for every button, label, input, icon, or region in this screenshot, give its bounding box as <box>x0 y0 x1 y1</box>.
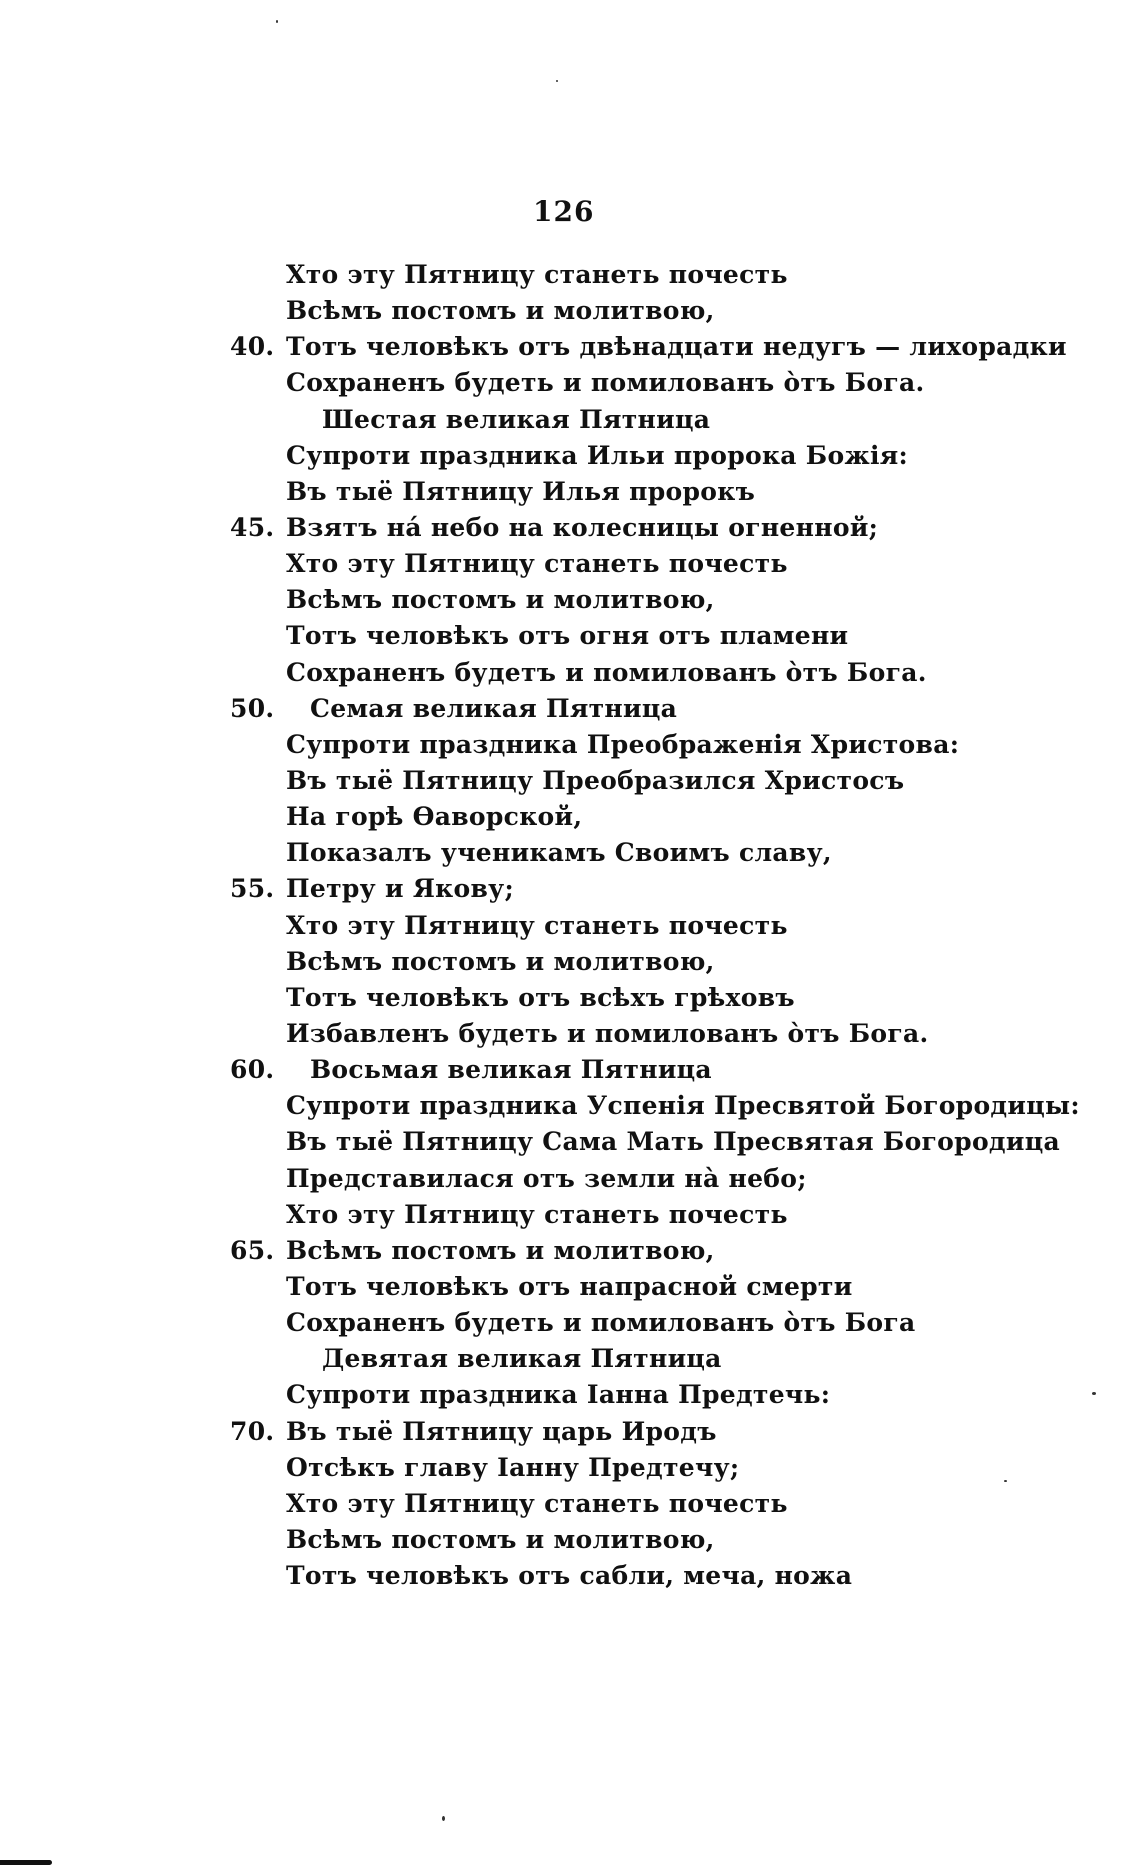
line-text: Избавленъ будеть и помилованъ о̀тъ Бога. <box>286 1018 929 1048</box>
scan-speck <box>1092 1392 1096 1395</box>
verse-line <box>230 365 1030 401</box>
line-text: Взятъ на́ небо на колесницы огненной; <box>286 512 879 542</box>
line-text: Супроти праздника Преображенія Христова: <box>286 729 960 759</box>
line-text: Хто эту Пятницу станеть почесть <box>286 1488 788 1518</box>
line-text: Сохраненъ будеть и помилованъ о̀тъ Бога. <box>286 368 925 398</box>
line-text: Хто эту Пятницу станеть почесть <box>286 549 788 579</box>
scan-speck <box>1004 1480 1007 1482</box>
scan-speck <box>276 20 278 23</box>
verse-line <box>230 293 1030 329</box>
line-text: Отсѣкъ главу Іанну Предтечу; <box>286 1452 740 1482</box>
line-text: Всѣмъ постомъ и молитвою, <box>286 296 715 326</box>
verse-line <box>230 980 1030 1016</box>
line-text: Хто эту Пятницу станеть почесть <box>286 1199 788 1229</box>
line-text: Петру и Якову; <box>286 874 515 904</box>
line-text: На горѣ Ѳаворской, <box>286 802 583 832</box>
verse-line <box>230 329 1067 365</box>
verse-line <box>230 618 1030 654</box>
verse-line <box>230 438 1030 474</box>
line-text: Хто эту Пятницу станеть почесть <box>286 910 788 940</box>
verse-line <box>230 1233 1030 1269</box>
verse-line <box>230 763 1030 799</box>
verse-line <box>230 257 1030 293</box>
line-number: 60. <box>230 1055 275 1085</box>
line-text: Сохраненъ будеть и помилованъ о̀тъ Бога <box>286 1308 916 1338</box>
line-text: Шестая великая Пятница <box>322 404 711 434</box>
line-number: 70. <box>230 1416 275 1446</box>
line-text: Тотъ человѣкъ отъ всѣхъ грѣховъ <box>286 982 795 1012</box>
line-text: Семая великая Пятница <box>310 693 678 723</box>
verse-line <box>230 908 1030 944</box>
verse-line <box>230 1016 1030 1052</box>
page-number: 126 <box>533 195 595 228</box>
verse-line <box>230 1197 1030 1233</box>
verse-line <box>230 546 1030 582</box>
verse-line <box>230 1052 1030 1088</box>
verse-line <box>230 1558 1030 1594</box>
verse-line <box>230 1486 1030 1522</box>
line-text: Хто эту Пятницу станеть почесть <box>286 260 788 289</box>
scan-edge-mark <box>0 1860 52 1865</box>
line-number: 40. <box>230 332 275 362</box>
verse-line <box>230 871 1030 907</box>
line-text: Въ тыё Пятницу Преобразился Христосъ <box>286 765 905 795</box>
verse-line <box>230 655 1030 691</box>
line-number: 65. <box>230 1235 275 1265</box>
verse-line <box>230 1377 1030 1413</box>
line-text: Супроти праздника Ильи пророка Божія: <box>286 440 909 470</box>
verse-line <box>230 474 1030 510</box>
scan-speck <box>556 80 558 82</box>
verse-line <box>230 1088 1080 1124</box>
line-number: 55. <box>230 874 275 904</box>
line-text: Показалъ ученикамъ Своимъ славу, <box>286 838 832 868</box>
scan-speck <box>442 1816 445 1821</box>
verse-line <box>230 799 1030 835</box>
line-number: 45. <box>230 512 275 542</box>
line-text: Восьмая великая Пятница <box>310 1055 712 1085</box>
verse-line <box>230 1341 1030 1377</box>
verse-line <box>230 510 1030 546</box>
line-text: Сохраненъ будетъ и помилованъ о̀тъ Бога. <box>286 657 927 687</box>
verse-line <box>230 691 1030 727</box>
verse-line <box>230 835 1030 871</box>
line-text: Представилася отъ земли на̀ небо; <box>286 1163 807 1193</box>
line-text: Въ тыё Пятницу Сама Мать Пресвятая Богородица <box>286 1127 1060 1157</box>
verse-line <box>230 727 1030 763</box>
verse-line <box>230 582 1030 618</box>
verse-line <box>230 1124 1060 1160</box>
line-text: Всѣмъ постомъ и молитвою, <box>286 585 715 615</box>
line-text: Въ тыё Пятницу Илья пророкъ <box>286 476 756 506</box>
verse-line <box>230 1161 1030 1197</box>
verse-line <box>230 1305 1030 1341</box>
verse-line <box>230 1522 1030 1558</box>
line-text: Въ тыё Пятницу царь Иродъ <box>286 1416 717 1446</box>
line-text: Девятая великая Пятница <box>322 1344 722 1374</box>
verse-line <box>230 944 1030 980</box>
line-text: Тотъ человѣкъ отъ сабли, меча, ножа <box>286 1561 853 1591</box>
line-text: Всѣмъ постомъ и молитвою, <box>286 1524 715 1554</box>
line-text: Всѣмъ постомъ и молитвою, <box>286 946 715 976</box>
verse-line <box>230 1269 1030 1305</box>
line-text: Тотъ человѣкъ отъ огня отъ пламени <box>286 621 849 651</box>
line-text: Супроти праздника Іанна Предтечь: <box>286 1380 831 1410</box>
line-text: Супроти праздника Успенія Пресвятой Богородицы: <box>286 1091 1080 1121</box>
line-text: Тотъ человѣкъ отъ напрасной смерти <box>286 1271 853 1301</box>
verse-text <box>230 257 1080 1594</box>
line-text: Тотъ человѣкъ отъ двѣнадцати недугъ — лихорадки <box>286 332 1067 362</box>
verse-line <box>230 1450 1030 1486</box>
verse-line <box>230 402 1030 438</box>
line-number: 50. <box>230 693 275 723</box>
verse-line <box>230 1414 1030 1450</box>
line-text: Всѣмъ постомъ и молитвою, <box>286 1235 715 1265</box>
